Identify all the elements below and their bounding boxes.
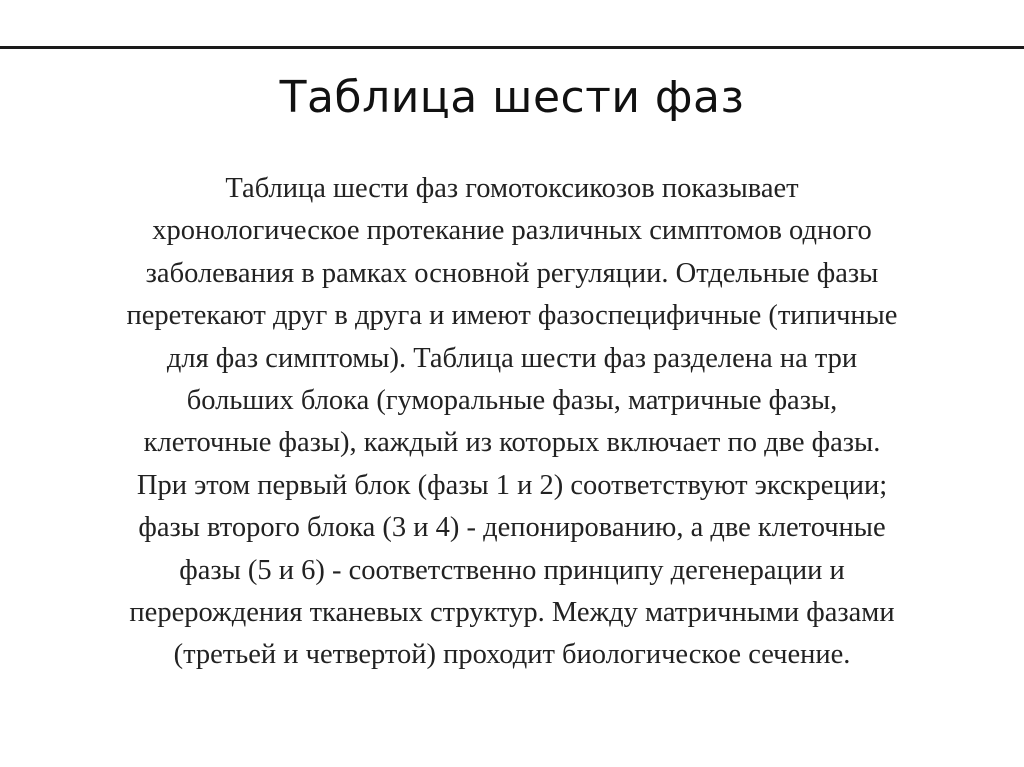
body-line: фазы второго блока (3 и 4) - депонированию, а две клеточные — [138, 512, 886, 544]
body-line: заболевания в рамках основной регуляции. Отдельные фазы — [145, 257, 879, 289]
body-line: перерождения тканевых структур. Между матричными фазами — [129, 597, 895, 629]
body-line: для фаз симптомы). Таблица шести фаз разделена на три — [166, 342, 858, 374]
body-line: клеточные фазы), каждый из которых включает по две фазы. — [143, 427, 881, 459]
body-line: перетекают друг в друга и имеют фазоспецифичные (типичные — [126, 300, 898, 332]
body-line: При этом первый блок (фазы 1 и 2) соответствуют экскреции; — [136, 469, 888, 501]
body-line: (третьей и четвертой) проходит биологическое сечение. — [173, 639, 851, 671]
body-line: больших блока (гуморальные фазы, матричные фазы, — [186, 385, 838, 417]
slide-title: Таблица шести фаз — [279, 72, 745, 123]
body-line: хронологическое протекание различных симптомов одного — [152, 215, 872, 247]
body-line: фазы (5 и 6) - соответственно принципу дегенерации и — [179, 554, 845, 586]
body-line: Таблица шести фаз гомотоксикозов показывает — [225, 173, 799, 204]
slide-body-text — [30, 168, 994, 677]
top-divider-rule — [0, 46, 1024, 49]
